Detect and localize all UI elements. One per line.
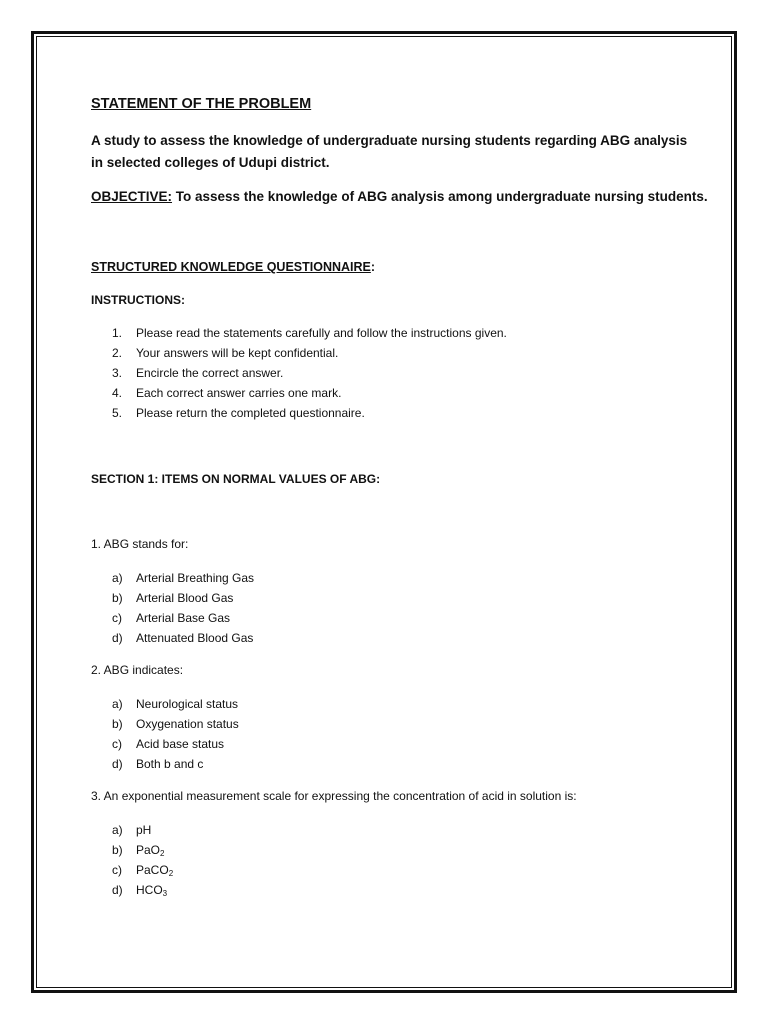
statement-text: A study to assess the knowledge of undergraduate nursing students regarding ABG analysis in selected colleges of Udupi district. xyxy=(91,133,688,170)
option-letter: b) xyxy=(112,717,123,731)
option-text: Attenuated Blood Gas xyxy=(136,631,254,645)
option-base: PaO xyxy=(136,843,161,857)
option-base: HCO xyxy=(136,883,163,897)
option-letter: a) xyxy=(112,571,123,585)
list-item-number: 3. xyxy=(112,366,123,380)
question-3: 3. An exponential measurement scale for expressing the concentration of acid in solution is: xyxy=(91,789,577,803)
option-letter: d) xyxy=(112,883,123,897)
option-text: Acid base status xyxy=(136,737,225,751)
option-letter: b) xyxy=(112,591,123,605)
option-subscript: 2 xyxy=(160,849,165,858)
option-subscript: 2 xyxy=(168,869,174,878)
list-item-number: 2. xyxy=(112,346,123,360)
option-base: PaCO xyxy=(136,863,169,877)
option-letter: a) xyxy=(112,823,123,837)
section-title: SECTION 1: ITEMS ON NORMAL VALUES OF ABG: xyxy=(91,472,381,486)
option-text xyxy=(136,820,151,840)
option-text: Arterial Blood Gas xyxy=(136,591,234,605)
questionnaire-heading-text: STRUCTURED KNOWLEDGE QUESTIONNAIRE xyxy=(91,260,371,274)
instructions-label: INSTRUCTIONS: xyxy=(91,293,185,307)
option-letter: d) xyxy=(112,757,123,771)
option-letter: c) xyxy=(112,863,122,877)
option-text: Arterial Breathing Gas xyxy=(136,571,255,585)
option-text: Oxygenation status xyxy=(136,717,239,731)
list-item-text: Please return the completed questionnaire. xyxy=(136,406,365,420)
option-subscript: 3 xyxy=(162,889,168,898)
objective-text: To assess the knowledge of ABG analysis among undergraduate nursing students. xyxy=(172,189,708,204)
list-item-text: Please read the statements carefully and follow the instructions given. xyxy=(136,326,507,340)
list-item-number: 1. xyxy=(112,326,123,340)
objective xyxy=(91,189,708,204)
list-item-text: Each correct answer carries one mark. xyxy=(136,386,342,400)
option-text xyxy=(136,880,167,904)
option-base: pH xyxy=(136,823,152,837)
question-2: 2. ABG indicates: xyxy=(91,663,184,677)
questionnaire-heading xyxy=(91,260,375,274)
list-item-number: 5. xyxy=(112,406,123,420)
option-letter: d) xyxy=(112,631,123,645)
list-item-number: 4. xyxy=(112,386,123,400)
statement-heading: STATEMENT OF THE PROBLEM xyxy=(91,96,312,112)
question-1: 1. ABG stands for: xyxy=(91,537,189,551)
option-letter: a) xyxy=(112,697,123,711)
list-item-text: Your answers will be kept confidential. xyxy=(136,346,339,360)
option-text: Arterial Base Gas xyxy=(136,611,231,625)
option-letter: c) xyxy=(112,737,122,751)
objective-label: OBJECTIVE: xyxy=(91,189,173,204)
option-text: Both b and c xyxy=(136,757,204,771)
option-letter: c) xyxy=(112,611,122,625)
list-item-text: Encircle the correct answer. xyxy=(136,366,284,380)
option-letter: b) xyxy=(112,843,123,857)
questionnaire-heading-colon: : xyxy=(370,260,376,274)
option-text: Neurological status xyxy=(136,697,239,711)
